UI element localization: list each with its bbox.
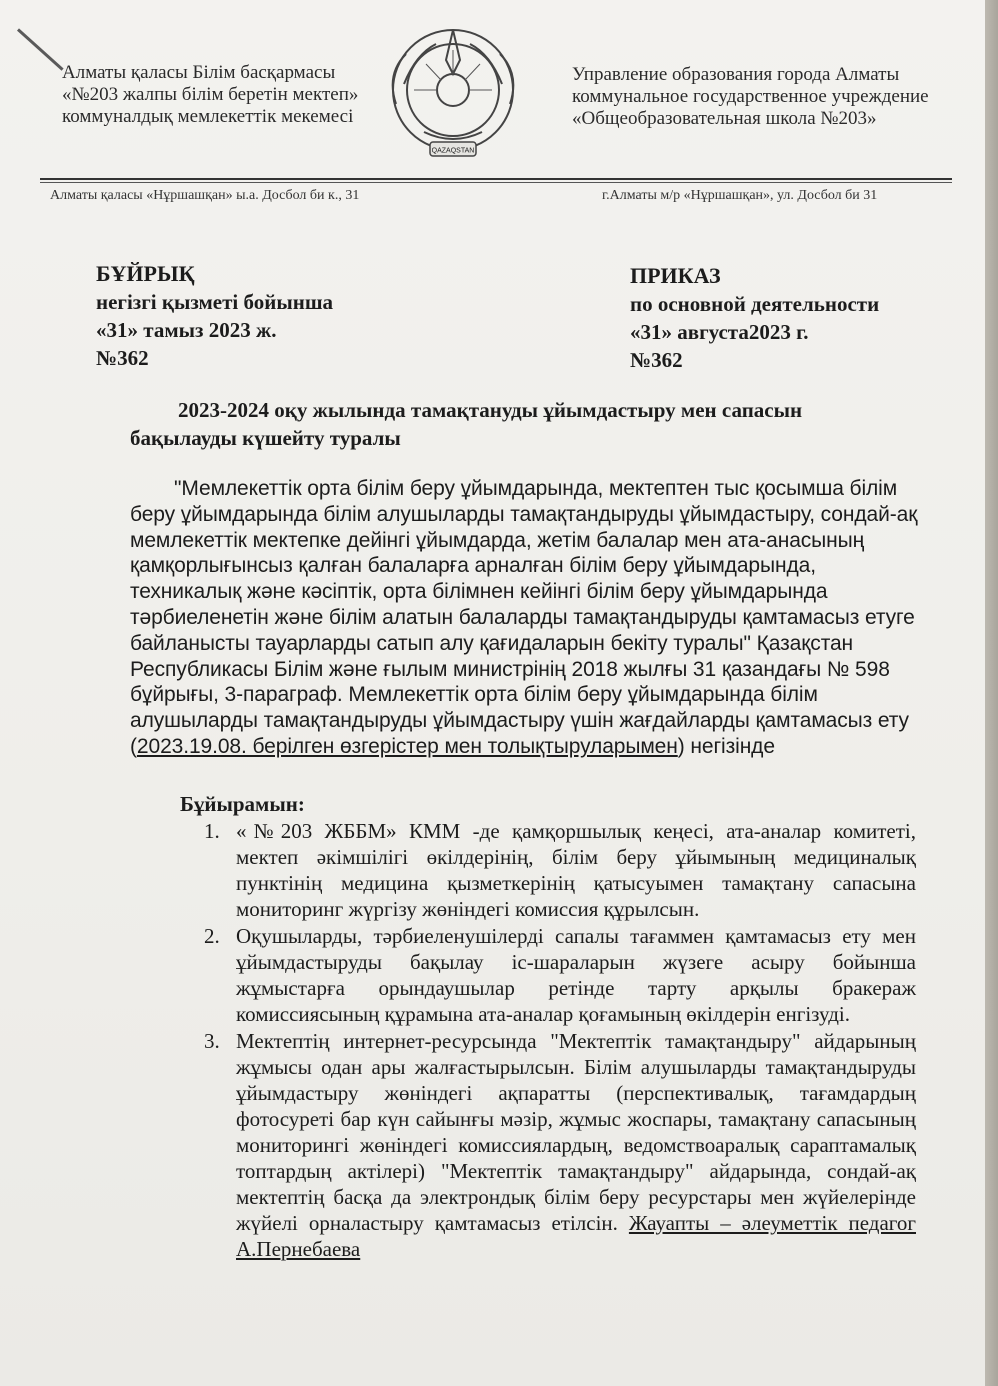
preamble-text: "Мемлекеттік орта білім беру ұйымдарында, мектептен тыс қосымша білім беру ұйымдарында білім алушыларды тамақтандыруды ұйымдастыру, сондай-ақ мемлекеттік мектепке дейінгі ұйымдарда, жетім балалар мен ата-анасының қамқорлығынсыз қалған балаларға арналған білім беру ұйымдарында, техникалық және кәсіптік, орта білімнен кейінгі білім беру ұйымдарында тәрбиеленетін және білім алатын балаларды тамақтандыруды қамтамасыз етуге байланысты тауарларды сатып алу қағидаларын бекіту туралы" Қазақстан Республикасы Білім және ғылым министрінің 2018 жылғы 31 қазандағы № 598 бұйрығы, 3-параграф. Мемлекеттік орта білім беру ұйымдарында білім алушыларды тамақтандыруды ұйымдастыру үшін жағдайларды қамтамасыз ету (: [130, 477, 918, 758]
preamble-tail: ) негізінде: [677, 734, 775, 758]
header-left-line2: «№203 жалпы білім беретін мектеп»: [62, 84, 359, 105]
header-left-line1: Алматы қаласы Білім басқармасы: [62, 62, 336, 83]
header-right-line1: Управление образования города Алматы: [572, 64, 900, 85]
order-date-russian: «31» августа2023 г.: [630, 320, 809, 344]
item-text: Оқушыларды, тәрбиеленушілерді сапалы тағаммен қамтамасыз ету мен ұйымдастыруды бақылау іс-шараларын жүзеге асыру бойынша жұмыстарға орындаушылар ретінде тарту арқылы бракераж комиссиясының құрамына ата-аналар қоғамының өкілдерін енгізуді.: [236, 924, 916, 1026]
document-title: [130, 396, 930, 452]
address-russian: г.Алматы м/р «Нұршашқан», ул. Досбол би 31: [602, 188, 878, 203]
preamble-amendment-reference: 2023.19.08. берілген өзгерістер мен толықтыруларымен: [136, 734, 678, 758]
order-date-kazakh: «31» тамыз 2023 ж.: [96, 318, 277, 342]
order-subtitle-kazakh: негізгі қызметі бойынша: [96, 290, 334, 314]
header-divider: [40, 178, 952, 180]
document-title-line2: бақылауды күшейту туралы: [130, 426, 401, 450]
item-text: Мектептің интернет-ресурсында "Мектептік тамақтандыру" айдарының жұмысы одан ары жалғастырылсын. Білім алушыларды тамақтандыруды ұйымдастыру жөніндегі ақпаратты (перспективалық, тағамдардың фотосуреті бар күн сайынғы мәзір, жұмыс жоспары, тамақтану сапасының мониторингі жөніндегі комиссиялардың, ведомствоаралық сараптамалық топтардың актілері) "Мектептік тамақтандыру" айдарында, сондай-ақ мектептің басқа да электрондық білім беру ресурстары мен жүйелерінде жүйелі орналастыру қамтамасыз етілсін.: [236, 1029, 916, 1235]
order-title-russian: ПРИКАЗ: [630, 263, 721, 288]
header-right-russian: [572, 64, 929, 130]
item-text: «№203 ЖББМ» КММ -де қамқоршылық кеңесі, ата-аналар комитеті, мектеп әкімшілігі өкілдерінің, білім беру ұйымының медициналық пунктінің медицина қызметкерінің қатысуымен тамақтану сапасына мониторинг жүргізу жөніндегі комиссия құрылсын.: [236, 819, 916, 921]
order-block-kazakh: [96, 260, 333, 372]
order-title-kazakh: БҰЙРЫҚ: [96, 261, 195, 286]
header-left-kazakh: [62, 62, 358, 128]
item-responsible-person: Жауапты – әлеуметтік педагог А.Пернебаева: [236, 1211, 916, 1261]
page-edge-shadow: [985, 0, 998, 1386]
emblem-label: QAZAQSTAN: [431, 147, 475, 155]
document-title-line1: 2023-2024 оқу жылында тамақтануды ұйымдастыру мен сапасын: [178, 398, 803, 422]
item-number: 3.: [204, 1029, 220, 1053]
address-kazakh: Алматы қаласы «Нұршашқан» ы.а. Досбол би к., 31: [50, 188, 360, 203]
item-number: 2.: [204, 924, 220, 948]
preamble-paragraph: [130, 476, 920, 760]
header-right-line3: «Общеобразовательная школа №203»: [572, 108, 877, 129]
list-item: [196, 1028, 916, 1262]
decree-items-list: [196, 818, 916, 1262]
header-right-line2: коммунальное государственное учреждение: [572, 86, 929, 107]
list-item: [196, 818, 916, 922]
pen-mark: [17, 28, 64, 70]
item-number: 1.: [204, 819, 220, 843]
order-number-russian: №362: [630, 348, 683, 372]
list-item: [196, 923, 916, 1027]
decree-label: Бұйырамын:: [180, 792, 305, 816]
state-emblem-icon: [386, 14, 520, 172]
order-block-russian: [630, 262, 879, 374]
header-left-line3: коммуналдық мемлекеттік мекемесі: [62, 106, 354, 127]
order-subtitle-russian: по основной деятельности: [630, 292, 880, 316]
header-divider-thin: [40, 182, 952, 183]
order-number-kazakh: №362: [96, 346, 149, 370]
